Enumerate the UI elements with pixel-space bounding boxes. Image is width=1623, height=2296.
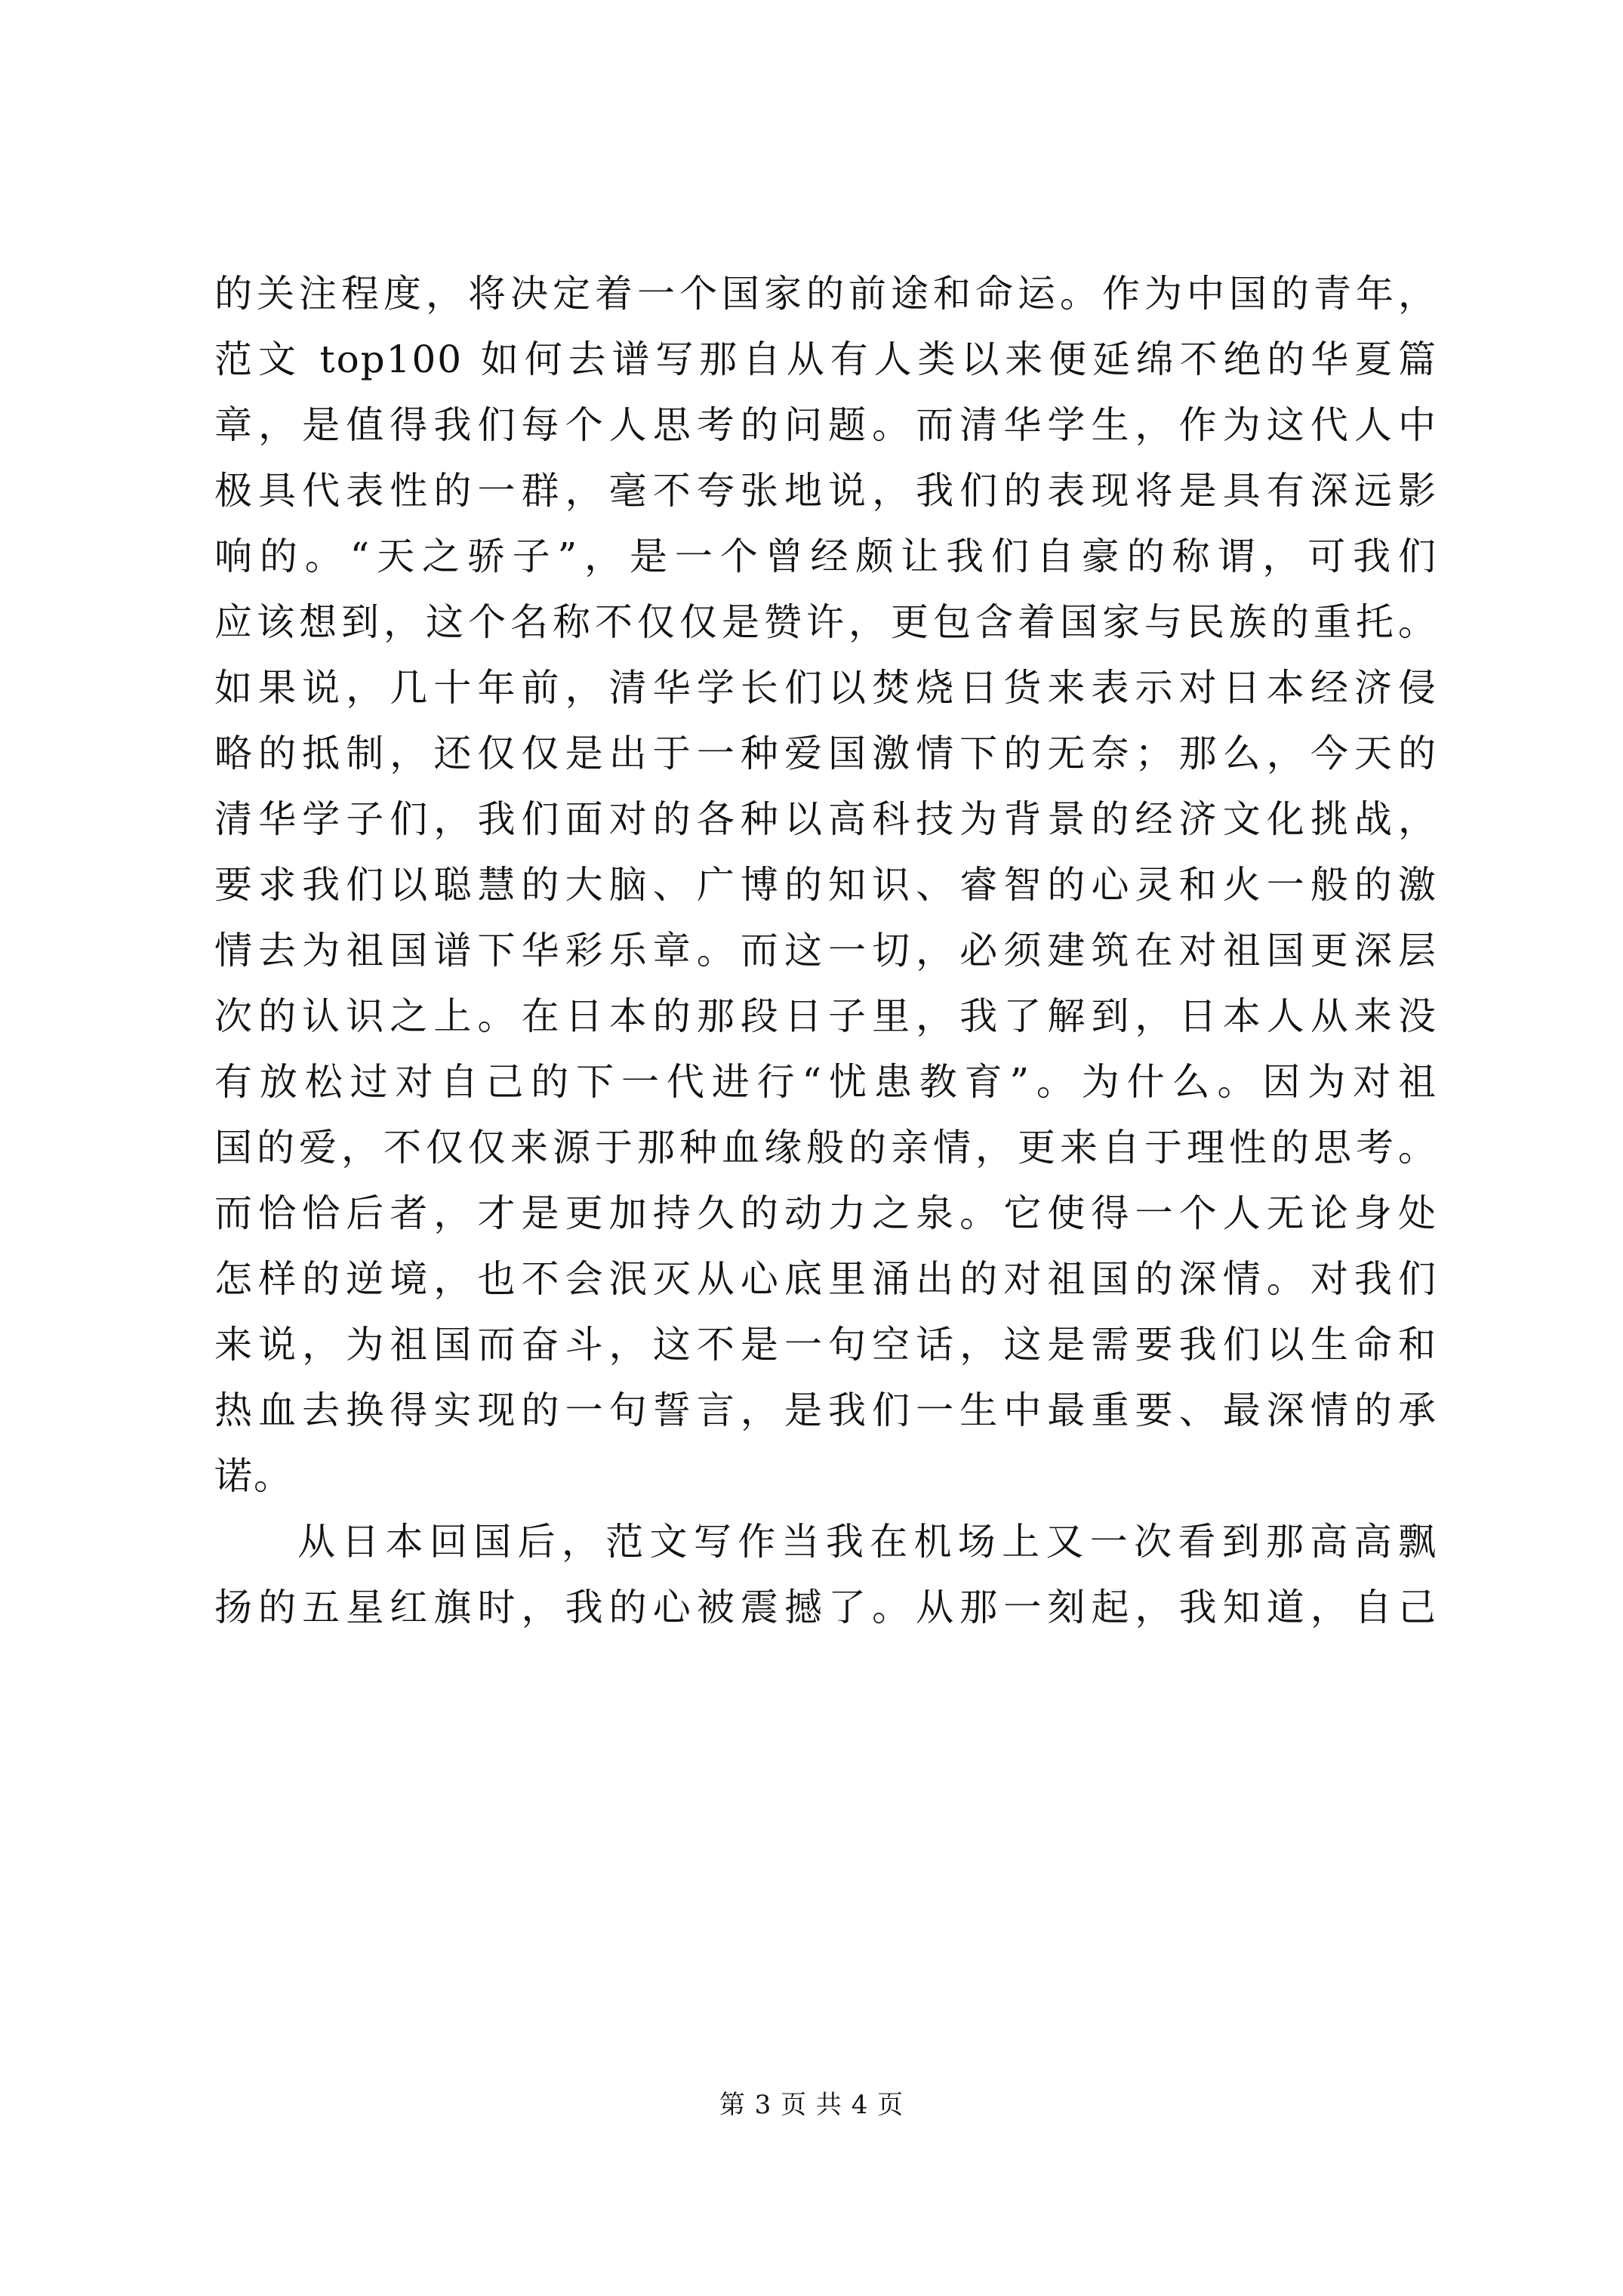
- text-line: 诺。: [214, 1454, 293, 1498]
- text-line: 要求我们以聪慧的大脑、广博的知识、睿智的心灵和火一般的激: [214, 863, 1437, 907]
- text-line: 章，是值得我们每个人思考的问题。而清华学生，作为这代人中: [214, 403, 1437, 447]
- text-line: 范文 top100 如何去谱写那自从有人类以来便延绵不绝的华夏篇: [214, 337, 1437, 381]
- text-line: 应该想到，这个名称不仅仅是赞许，更包含着国家与民族的重托。: [214, 600, 1437, 644]
- text-line: 情去为祖国谱下华彩乐章。而这一切，必须建筑在对祖国更深层: [214, 929, 1437, 972]
- text-line: 极具代表性的一群，毫不夸张地说，我们的表现将是具有深远影: [214, 469, 1437, 513]
- text-line: 次的认识之上。在日本的那段日子里，我了解到，日本人从来没: [214, 994, 1437, 1038]
- text-line: 有放松过对自己的下一代进行“忧患教育”。为什么。因为对祖: [214, 1060, 1437, 1104]
- text-line: 的关注程度，将决定着一个国家的前途和命运。作为中国的青年，: [214, 272, 1437, 316]
- page-number-footer: 第 3 页 共 4 页: [719, 2090, 904, 2120]
- text-line: 而恰恰后者，才是更加持久的动力之泉。它使得一个人无论身处: [214, 1191, 1437, 1235]
- text-line: 如果说，几十年前，清华学长们以焚烧日货来表示对日本经济侵: [214, 666, 1437, 710]
- text-line: 扬的五星红旗时，我的心被震撼了。从那一刻起，我知道，自己: [214, 1586, 1437, 1629]
- text-line: 清华学子们，我们面对的各种以高科技为背景的经济文化挑战，: [214, 797, 1437, 841]
- text-line: 热血去换得实现的一句誓言，是我们一生中最重要、最深情的承: [214, 1388, 1437, 1432]
- text-line: 国的爱，不仅仅来源于那种血缘般的亲情，更来自于理性的思考。: [214, 1126, 1437, 1170]
- text-line: 来说，为祖国而奋斗，这不是一句空话，这是需要我们以生命和: [214, 1323, 1437, 1367]
- text-line: 怎样的逆境，也不会泯灭从心底里涌出的对祖国的深情。对我们: [214, 1257, 1437, 1301]
- text-line: 从日本回国后，范文写作当我在机场上又一次看到那高高飘: [297, 1520, 1437, 1564]
- text-line: 响的。“天之骄子”，是一个曾经颇让我们自豪的称谓，可我们: [214, 535, 1437, 578]
- text-line: 略的抵制，还仅仅是出于一种爱国激情下的无奈；那么，今天的: [214, 732, 1437, 775]
- body-text: [214, 269, 1437, 1648]
